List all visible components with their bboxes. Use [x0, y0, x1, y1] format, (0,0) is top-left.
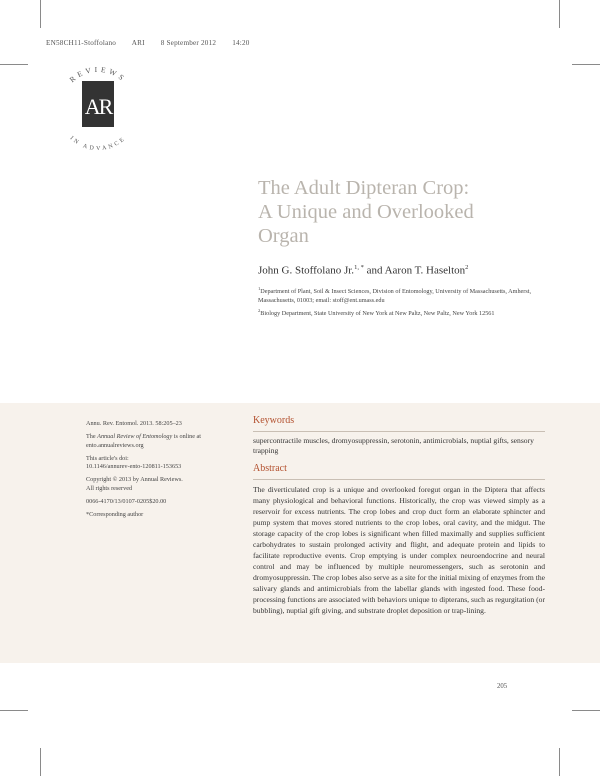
crop-mark [572, 64, 600, 65]
section-rule [253, 479, 545, 480]
title-line: A Unique and Overlooked [258, 201, 474, 223]
logo-monogram: AR [84, 94, 112, 119]
series-label: ARI [131, 39, 145, 47]
affiliation-text: Biology Department, State University of New York at New Paltz, New Paltz, New York 12561 [260, 310, 495, 318]
crop-mark [40, 748, 41, 776]
affiliation-sup: 2 [258, 308, 261, 313]
section-rule [253, 431, 545, 432]
issn: 0066-4170/13/0107-0205$20.00 [86, 498, 167, 506]
affiliation-2 [258, 306, 568, 318]
affiliation-1 [258, 284, 568, 305]
copyright-text: Copyright © 2013 by Annual Reviews. [86, 476, 183, 484]
rights-text: All rights reserved [86, 485, 133, 493]
crop-mark [559, 0, 560, 28]
author-name: John G. Stoffolano Jr. [258, 264, 355, 277]
crop-mark [40, 0, 41, 28]
header-time: 14:20 [232, 39, 250, 47]
author-list [258, 264, 578, 277]
crop-mark [0, 710, 28, 711]
online-note-pre: The [86, 433, 98, 441]
online-note-post: is online at ento.annualreviews.org [86, 433, 201, 449]
citation: Annu. Rev. Entomol. 2013. 58:205–23 [86, 420, 182, 427]
keywords-text: supercontractile muscles, dromyosuppressin, serotonin, antimicrobials, nuptial gifts, sensory trapping [253, 436, 534, 455]
keywords-heading: Keywords [253, 415, 295, 426]
abstract-heading: Abstract [253, 463, 287, 474]
reviews-in-advance-logo [48, 56, 148, 156]
abstract-text: The diverticulated crop is a unique and overlooked foregut organ in the Diptera that affects many physiological and behavioral functions. Historically, the crop was viewed simply as a reservoir for excess nutrients. The crop lobes and crop duct form an elaborate sphincter and pump system that moves stored nutrients to the crop lobes, oral cavity, and the midgut. The storage capacity of the crop lobes is significant when filled maximally and supplies sufficient carbohydrates to sustain prolonged activity and flight, and adequate protein and lipids to facilitate reproductive events. Crop emptying is under complex neuroendocrine and neural control and may be influenced by multiple neuromessengers, such as serotonin and dromyosuppressin. The crop lobes also serve as a site for the initial mixing of enzymes from the salivary glands and antimicrobials from the labellar glands with ingested food. These food-processing functions are associated with behaviors unique to dipterans, such as regurgitation (or bubbling), nuptial gift giving, and substrate droplet deposition or trap-lining. [253, 485, 545, 615]
affiliation-sup: 1 [258, 286, 261, 291]
crop-mark [572, 710, 600, 711]
title-line: The Adult Dipteran Crop: [258, 177, 470, 199]
doi-link[interactable]: 10.1146/annurev-ento-120811-153653 [86, 463, 182, 471]
online-note [86, 433, 231, 450]
author-sup: 2 [465, 264, 469, 271]
corresponding-note: *Corresponding author [86, 511, 144, 519]
article-title [258, 176, 558, 248]
article-info-sidebar [86, 420, 231, 524]
logo-arc-bottom: IN ADVANCE [68, 135, 128, 153]
abstract-column [253, 415, 545, 616]
running-header [46, 39, 264, 47]
header-date: 8 September 2012 [160, 39, 217, 47]
title-line: Organ [258, 225, 309, 247]
journal-name: Annual Review of Entomology [97, 433, 173, 441]
crop-mark [559, 748, 560, 776]
doi-block [86, 455, 231, 472]
copyright-block [86, 476, 231, 493]
article-code: EN58CH11-Stoffolano [46, 39, 117, 47]
page-number: 205 [497, 683, 508, 690]
author-name: and Aaron T. Haselton [363, 264, 466, 277]
affiliation-text: Department of Plant, Soil & Insect Sciences, Division of Entomology, University of Massachusetts, Amherst, Massachusetts, 01003; email: stoff@ent.umass.edu [258, 288, 532, 305]
author-sup: 1, * [354, 264, 364, 271]
doi-label: This article's doi: [86, 454, 129, 462]
crop-mark [0, 64, 28, 65]
logo-arc-top: REVIEWS [67, 64, 129, 85]
